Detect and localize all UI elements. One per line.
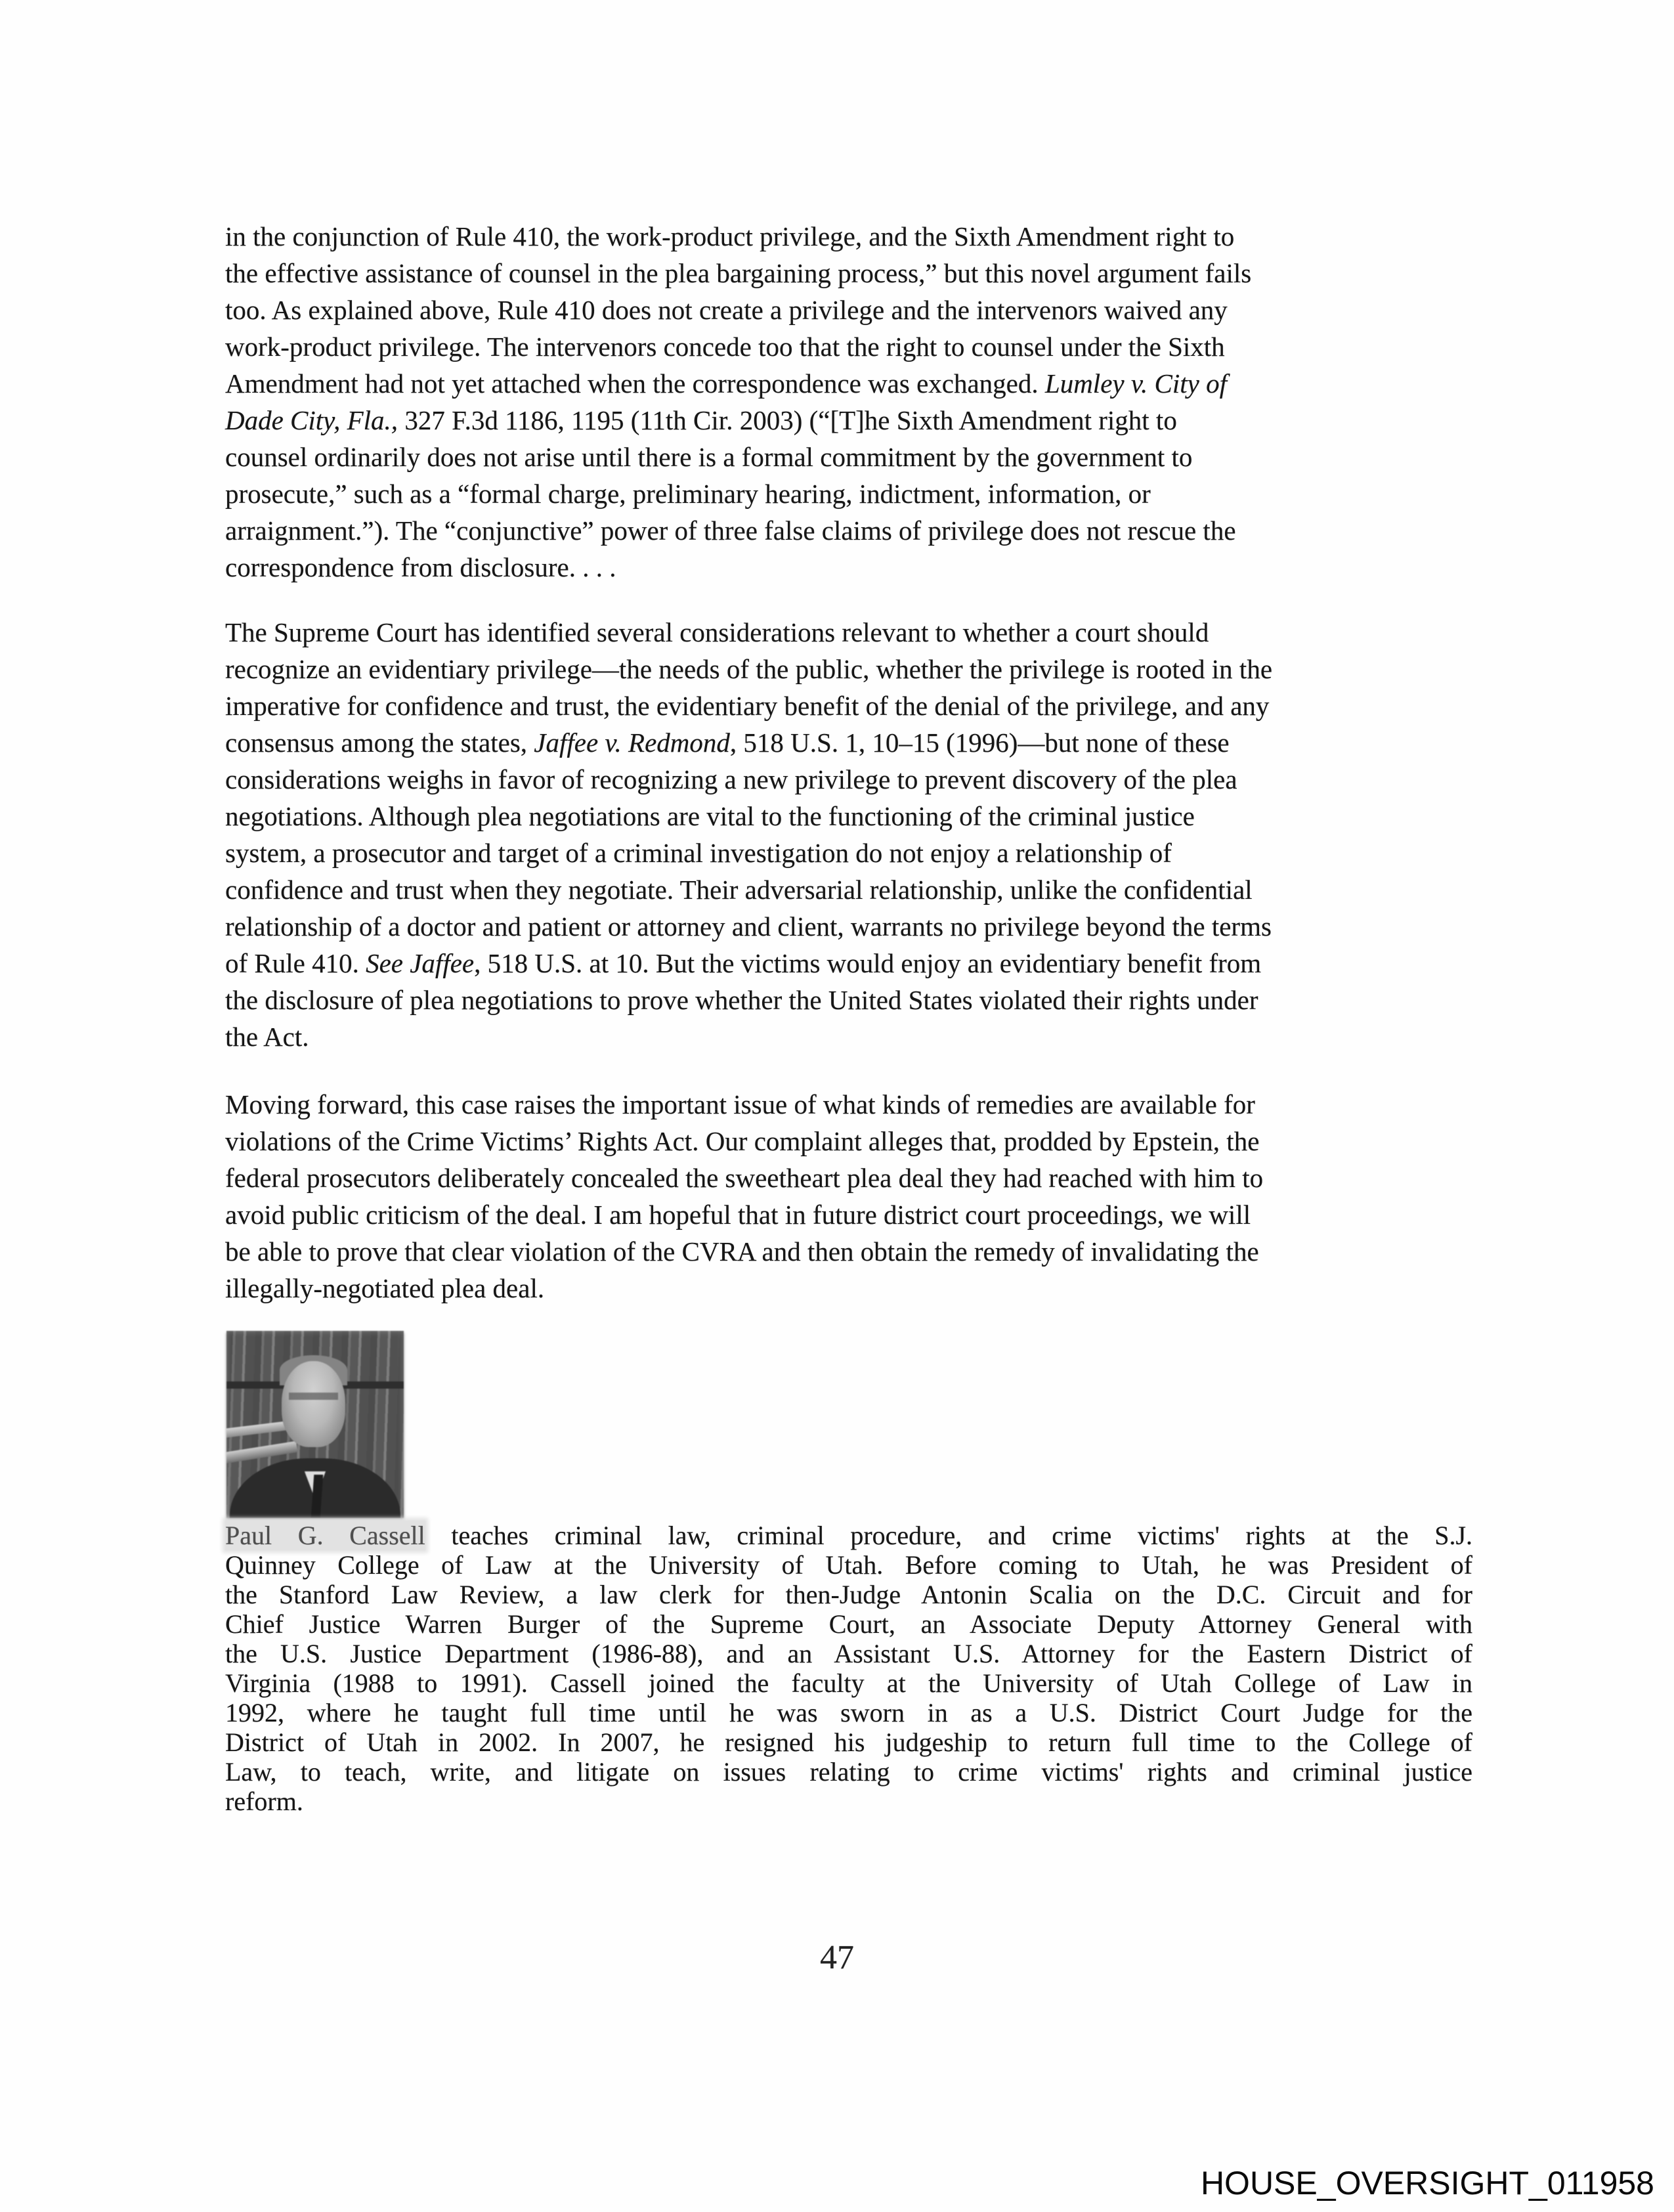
text-line: violations of the Crime Victims’ Rights Act. Our complaint alleges that, prodded by Epstein, the — [225, 1126, 1260, 1156]
paragraph-quote-supreme-court — [225, 614, 1472, 1055]
text-line: relationship of a doctor and patient or attorney and client, warrants no privilege beyond the terms — [225, 911, 1272, 942]
text-line: Chief Justice Warren Burger of the Supreme Court, an Associate Deputy Attorney General with — [225, 1609, 1472, 1639]
text-line: recognize an evidentiary privilege—the needs of the public, whether the privilege is rooted in the — [225, 654, 1273, 684]
text-line: Paul G. Cassell teaches criminal law, criminal procedure, and crime victims' rights at the S.J. — [225, 1521, 1473, 1550]
text-line: 1992, where he taught full time until he was sworn in as a U.S. District Court Judge for the — [225, 1698, 1472, 1727]
text-line: considerations weighs in favor of recognizing a new privilege to prevent discovery of the plea — [225, 764, 1237, 794]
text-line: too. As explained above, Rule 410 does not create a privilege and the intervenors waived any — [225, 295, 1228, 325]
text-line: imperative for confidence and trust, the evidentiary benefit of the denial of the privilege, and any — [225, 691, 1270, 721]
text-line: Quinney College of Law at the University of Utah. Before coming to Utah, he was President of — [225, 1550, 1472, 1580]
bates-stamp: HOUSE_OVERSIGHT_011958 — [1200, 2165, 1654, 2201]
text-line: reform. — [225, 1787, 303, 1816]
text-line: Virginia (1988 to 1991). Cassell joined the faculty at the University of Utah College of Law in — [225, 1668, 1472, 1698]
text-line: work-product privilege. The intervenors concede too that the right to counsel under the Sixth — [225, 332, 1225, 362]
text-line: the Stanford Law Review, a law clerk for then-Judge Antonin Scalia on the D.C. Circuit and for — [225, 1580, 1472, 1609]
paragraph-cassell-bio — [225, 1521, 1472, 1816]
portrait-face — [282, 1361, 345, 1447]
paragraph-quote-rule410 — [225, 218, 1472, 586]
text-line: the Act. — [225, 1022, 309, 1052]
text-line: federal prosecutors deliberately concealed the sweetheart plea deal they had reached with him to — [225, 1163, 1264, 1193]
text-line: negotiations. Although plea negotiations are vital to the functioning of the criminal justice — [225, 801, 1195, 831]
text-line: avoid public criticism of the deal. I am hopeful that in future district court proceedings, we will — [225, 1200, 1251, 1230]
page-number: 47 — [820, 1939, 854, 1976]
text-line: the disclosure of plea negotiations to prove whether the United States violated their rights under — [225, 985, 1258, 1015]
text-line: of Rule 410. See Jaffee, 518 U.S. at 10. But the victims would enjoy an evidentiary benefit from — [225, 948, 1262, 978]
text-line: Law, to teach, write, and litigate on issues relating to crime victims' rights and criminal justice — [225, 1757, 1472, 1787]
text-line: illegally-negotiated plea deal. — [225, 1273, 545, 1303]
text-line: in the conjunction of Rule 410, the work-product privilege, and the Sixth Amendment right to — [225, 221, 1235, 251]
text-line: correspondence from disclosure. . . . — [225, 552, 616, 582]
text-line: The Supreme Court has identified several considerations relevant to whether a court should — [225, 617, 1209, 647]
portrait-glasses — [289, 1393, 339, 1400]
text-line: the U.S. Justice Department (1986-88), and an Assistant U.S. Attorney for the Eastern District of — [225, 1639, 1472, 1668]
text-line: Dade City, Fla., 327 F.3d 1186, 1195 (11th Cir. 2003) (“[T]he Sixth Amendment right to — [225, 405, 1177, 435]
text-line: prosecute,” such as a “formal charge, preliminary hearing, indictment, information, or — [225, 479, 1151, 509]
text-line: arraignment.”). The “conjunctive” power of three false claims of privilege does not rescue the — [225, 515, 1236, 546]
text-line: Moving forward, this case raises the important issue of what kinds of remedies are available for — [225, 1089, 1255, 1119]
text-line: confidence and trust when they negotiate. Their adversarial relationship, unlike the confidential — [225, 875, 1253, 905]
text-line: Amendment had not yet attached when the correspondence was exchanged. Lumley v. City of — [225, 368, 1227, 399]
text-line: the effective assistance of counsel in the plea bargaining process,” but this novel argument fails — [225, 258, 1252, 288]
text-line: system, a prosecutor and target of a criminal investigation do not enjoy a relationship of — [225, 838, 1172, 868]
text-line: consensus among the states, Jaffee v. Redmond, 518 U.S. 1, 10–15 (1996)—but none of these — [225, 727, 1230, 758]
portrait-photo — [226, 1331, 404, 1518]
paragraph-moving-forward — [225, 1086, 1472, 1307]
text-line: District of Utah in 2002. In 2007, he resigned his judgeship to return full time to the College of — [225, 1727, 1472, 1757]
text-line: counsel ordinarily does not arise until there is a formal commitment by the government to — [225, 442, 1193, 472]
text-line: be able to prove that clear violation of the CVRA and then obtain the remedy of invalidating the — [225, 1236, 1259, 1267]
